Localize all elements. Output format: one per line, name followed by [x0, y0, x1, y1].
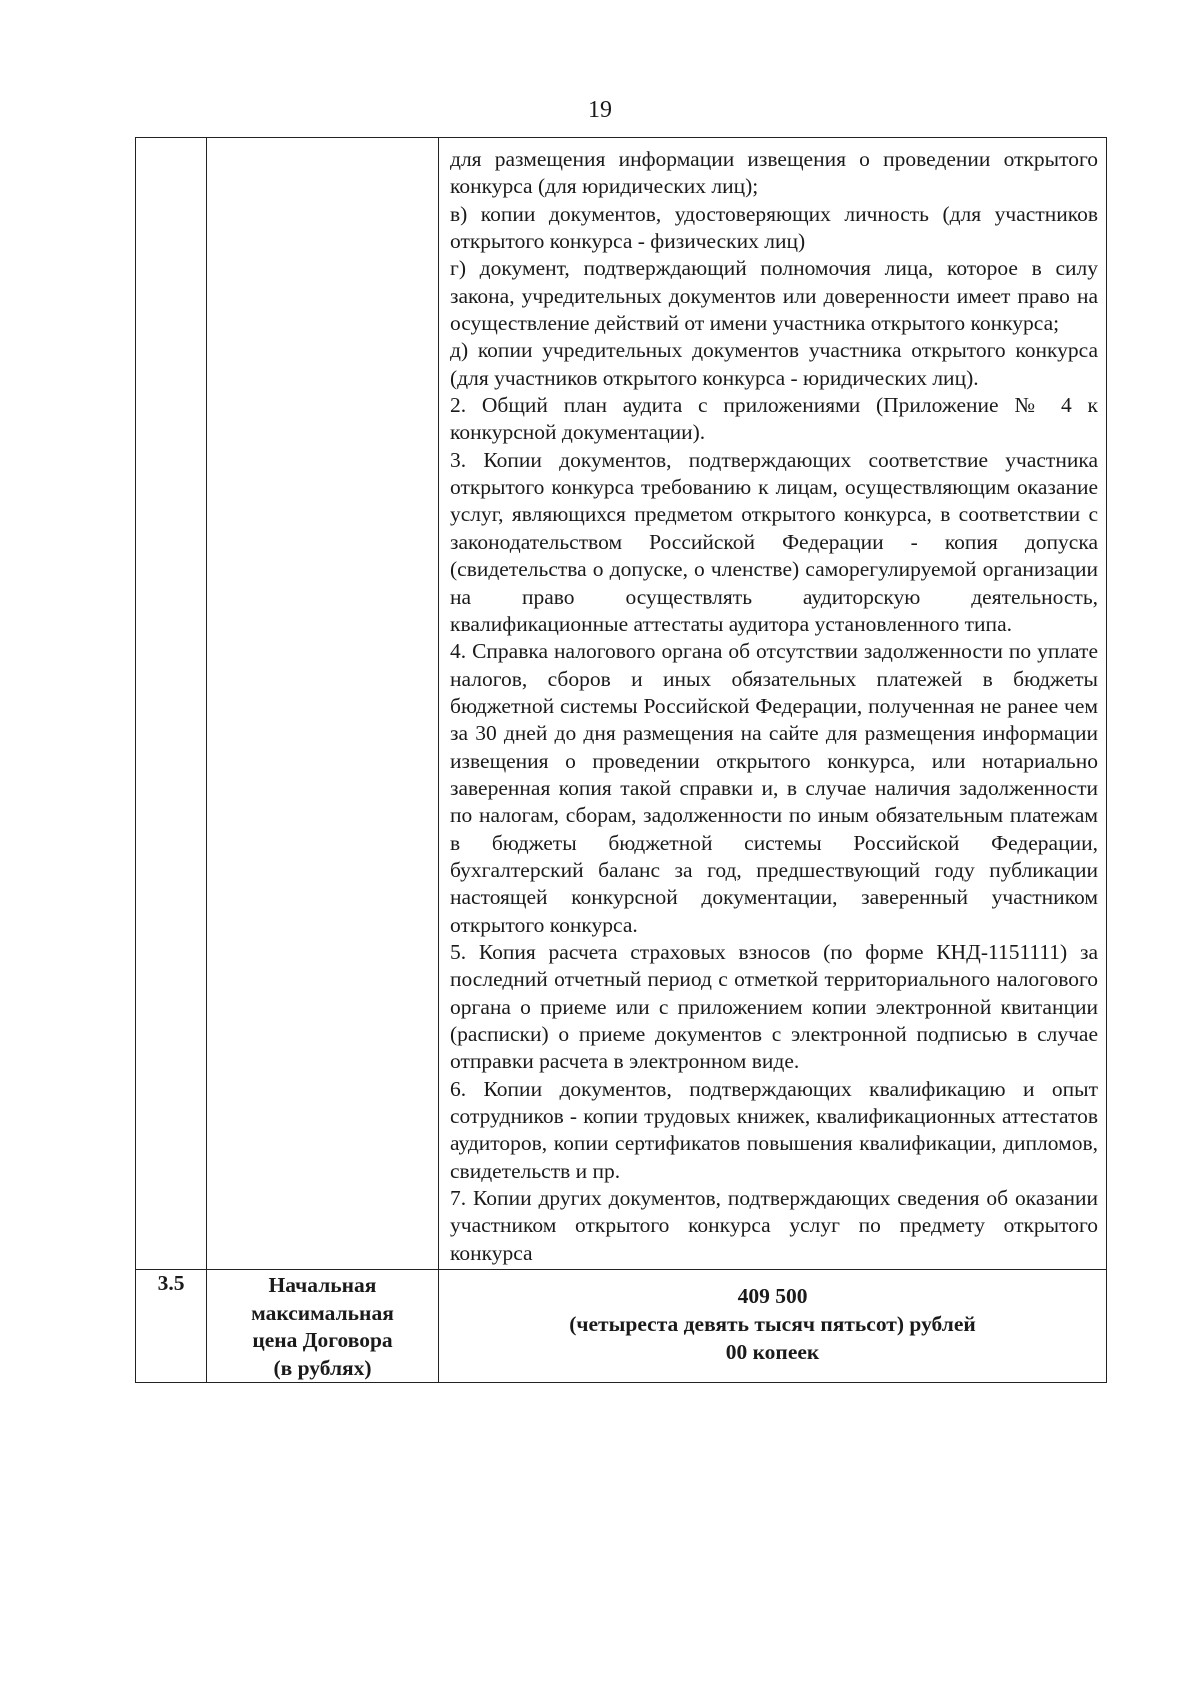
paragraph-8: 5. Копия расчета страховых взносов (по форме КНД-1151111) за последний отчетный период с отметкой территориального налогового органа о приеме или с приложением копии электронной квитанции (расписки) о приеме документов с электронной подписью в случае отправки расчета в электронном виде.	[450, 939, 1098, 1074]
paragraph-2: в) копии документов, удостоверяющих личность (для участников открытого конкурса - физических лиц)	[450, 201, 1098, 254]
paragraph-4: д) копии учредительных документов участника открытого конкурса (для участников открытого конкурса - юридических лиц).	[450, 338, 1098, 390]
price-label-line-1: Начальная	[268, 1273, 377, 1298]
price-item-number: 3.5	[136, 1270, 207, 1383]
price-value-amount: 409 500	[737, 1284, 808, 1309]
price-value-words: (четыреста девять тысяч пятьсот) рублей	[569, 1312, 976, 1337]
paragraph-10: 7. Копии других документов, подтверждающих сведения об оказании участником открытого конкурса услуг по предмету открытого конкурса	[450, 1186, 1098, 1265]
cell-item-name	[207, 138, 439, 1270]
price-item-value	[439, 1270, 1107, 1383]
price-label-line-3: цена Договора	[252, 1328, 393, 1353]
table-row-price	[136, 1270, 1107, 1383]
table-row-continuation	[136, 138, 1107, 1270]
price-label-line-4: (в рублях)	[273, 1355, 372, 1380]
cell-item-number	[136, 138, 207, 1270]
price-value-kopecks: 00 копеек	[725, 1340, 820, 1365]
price-item-label	[207, 1270, 439, 1383]
requirements-table	[135, 137, 1107, 1383]
paragraph-3: г) документ, подтверждающий полномочия лица, которое в силу закона, учредительных документов или доверенности имеет право на осуществление действий от имени участника открытого конкурса;	[450, 256, 1098, 336]
cell-item-description	[439, 138, 1107, 1270]
paragraph-5: 2. Общий план аудита с приложениями (Приложение № 4 к конкурсной документации).	[450, 393, 1098, 445]
paragraph-1: для размещения информации извещения о проведении открытого конкурса (для юридических лиц);	[450, 147, 1098, 199]
paragraph-7: 4. Справка налогового органа об отсутствии задолженности по уплате налогов, сборов и иных обязательных платежей в бюджеты бюджетной системы Российской Федерации, полученная не ранее чем за 30 дней до дня размещения на сайте для размещения информации извещения о проведении открытого конкурса, или нотариально заверенная копия такой справки и, в случае наличия задолженности по налогам, сборам, задолженности по иным обязательным платежам в бюджеты бюджетной системы Российской Федерации, бухгалтерский баланс за год, предшествующий году публикации настоящей конкурсной документации, заверенный участником открытого конкурса.	[450, 639, 1098, 937]
paragraph-9: 6. Копии документов, подтверждающих квалификацию и опыт сотрудников - копии трудовых книжек, квалификационных аттестатов аудиторов, копии сертификатов повышения квалификации, дипломов, свидетельств и пр.	[450, 1076, 1098, 1183]
page-number: 19	[588, 97, 612, 123]
paragraph-6: 3. Копии документов, подтверждающих соответствие участника открытого конкурса требованию к лицам, осуществляющим оказание услуг, являющихся предметом открытого конкурса, в соответствии с законодательством Российской Федерации - копия допуска (свидетельства о допуске, о членстве) саморегулируемой организации на право осуществлять аудиторскую деятельность, квалификационные аттестаты аудитора установленного типа.	[450, 447, 1098, 636]
price-label-line-2: максимальная	[251, 1300, 394, 1325]
